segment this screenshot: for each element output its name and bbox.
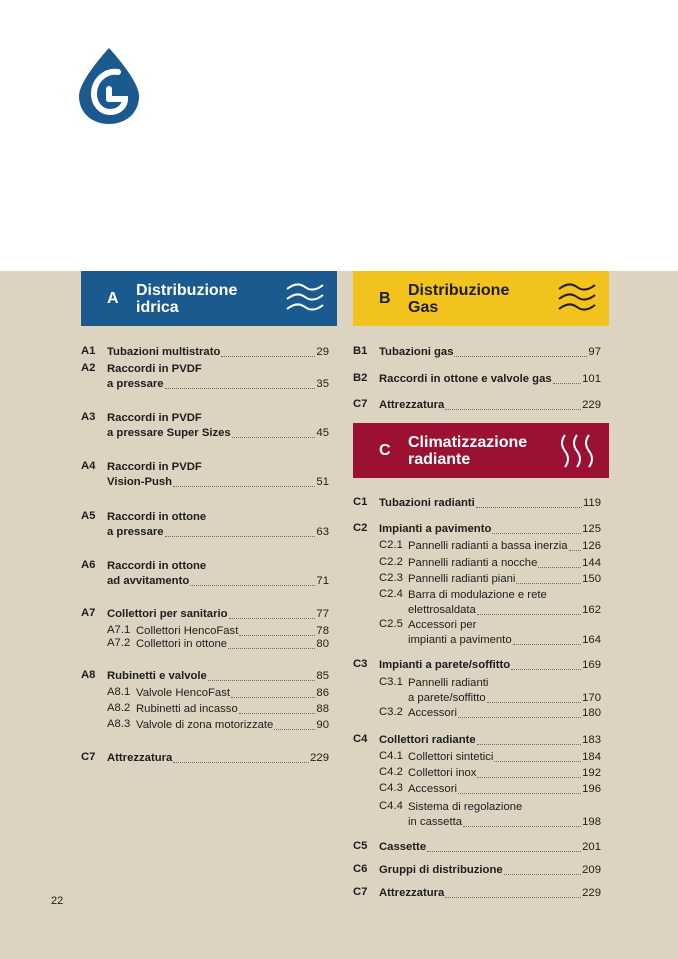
- gas-waves-icon: [557, 281, 597, 317]
- toc-sublabel-line1: Sistema di regolazione: [408, 801, 523, 813]
- toc-label: Attrezzatura: [379, 887, 445, 899]
- company-logo: [76, 46, 142, 126]
- toc-label: Rubinetti e valvole: [107, 670, 207, 682]
- toc-page: 184: [582, 751, 601, 763]
- toc-sublabel-line2: elettrosaldata: [408, 604, 476, 616]
- toc-page: 71: [316, 575, 329, 587]
- toc-subcode: C3.1: [379, 676, 403, 688]
- toc-page: 88: [316, 703, 329, 715]
- toc-code: C3: [353, 658, 368, 670]
- toc-label: Collettori per sanitario: [107, 608, 228, 620]
- toc-code: C4: [353, 733, 368, 745]
- toc-page: 170: [582, 692, 601, 704]
- toc-sublabel: Rubinetti ad incasso: [136, 703, 238, 715]
- toc-subcode: C2.5: [379, 618, 403, 630]
- toc-page: 90: [316, 719, 329, 731]
- toc-page: 97: [588, 346, 601, 358]
- toc-label: Attrezzatura: [379, 399, 445, 411]
- toc-code: A8: [81, 669, 96, 681]
- section-title: Distribuzione idrica: [136, 281, 238, 316]
- toc-page: 101: [582, 373, 601, 385]
- toc-code: C6: [353, 863, 368, 875]
- toc-page: 63: [316, 526, 329, 538]
- toc-label: Raccordi in ottone e valvole gas: [379, 373, 552, 385]
- page-number: 22: [51, 895, 64, 907]
- toc-label: Impianti a parete/soffitto: [379, 659, 511, 671]
- toc-label-line1: Raccordi in PVDF: [107, 363, 202, 375]
- toc-page: 144: [582, 557, 601, 569]
- toc-sublabel: Pannelli radianti piani: [408, 573, 516, 585]
- section-letter: A: [107, 289, 119, 307]
- toc-page: 229: [582, 887, 601, 899]
- toc-page: 164: [582, 634, 601, 646]
- toc-sublabel-line1: Pannelli radianti: [408, 677, 489, 689]
- toc-subcode: C2.4: [379, 588, 403, 600]
- toc-code: A4: [81, 460, 96, 472]
- toc-code: C1: [353, 496, 368, 508]
- toc-page: 77: [316, 608, 329, 620]
- toc-page: 80: [316, 638, 329, 650]
- toc-page: 196: [582, 783, 601, 795]
- section-letter: C: [379, 441, 391, 459]
- toc-sublabel: Accessori: [408, 707, 457, 719]
- water-waves-icon: [285, 281, 325, 317]
- toc-page: 78: [316, 625, 329, 637]
- toc-code: B2: [353, 372, 368, 384]
- section-header-a: [81, 271, 337, 326]
- toc-page: 162: [582, 604, 601, 616]
- toc-subcode: A7.2: [107, 637, 131, 649]
- toc-code: A7: [81, 607, 96, 619]
- toc-sublabel: Collettori HencoFast: [136, 625, 239, 637]
- toc-page: 51: [316, 476, 329, 488]
- toc-code: A6: [81, 559, 96, 571]
- toc-label-line2: ad avvitamento: [107, 575, 190, 587]
- toc-page: 192: [582, 767, 601, 779]
- toc-code: C7: [81, 751, 96, 763]
- toc-page: 229: [582, 399, 601, 411]
- toc-sublabel: Collettori sintetici: [408, 751, 494, 763]
- toc-page: 183: [582, 734, 601, 746]
- toc-label: Cassette: [379, 841, 427, 853]
- toc-code: A2: [81, 362, 96, 374]
- toc-page: 201: [582, 841, 601, 853]
- toc-page: 119: [582, 497, 601, 509]
- toc-sublabel: Pannelli radianti a bassa inerzia: [408, 540, 568, 552]
- toc-sublabel: Collettori inox: [408, 767, 477, 779]
- toc-label: Tubazioni radianti: [379, 497, 475, 509]
- toc-subcode: A8.1: [107, 686, 131, 698]
- toc-page: 150: [582, 573, 601, 585]
- toc-label-line1: Raccordi in PVDF: [107, 461, 202, 473]
- toc-label: Attrezzatura: [107, 752, 173, 764]
- toc-code: C7: [353, 886, 368, 898]
- section-header-b: [353, 271, 609, 326]
- toc-subcode: C3.2: [379, 706, 403, 718]
- toc-sublabel-line1: Barra di modulazione e rete: [408, 589, 547, 601]
- toc-subcode: C2.2: [379, 556, 403, 568]
- toc-subcode: C4.4: [379, 800, 403, 812]
- toc-page: 45: [316, 427, 329, 439]
- toc-sublabel: Valvole di zona motorizzate: [136, 719, 274, 731]
- section-letter: B: [379, 289, 391, 307]
- toc-sublabel: Accessori: [408, 783, 457, 795]
- toc-page: 126: [582, 540, 601, 552]
- toc-label: Impianti a pavimento: [379, 523, 492, 535]
- toc-code: A5: [81, 510, 96, 522]
- toc-label: Tubazioni multistrato: [107, 346, 221, 358]
- toc-code: C7: [353, 398, 368, 410]
- toc-subcode: C2.1: [379, 539, 403, 551]
- toc-label-line2: Vision-Push: [107, 476, 173, 488]
- toc-page: 125: [582, 523, 601, 535]
- toc-label-line2: a pressare: [107, 378, 164, 390]
- toc-sublabel-line2: a parete/soffitto: [408, 692, 486, 704]
- toc-code: A1: [81, 345, 96, 357]
- section-header-c: [353, 423, 609, 478]
- toc-subcode: C2.3: [379, 572, 403, 584]
- toc-page: 85: [316, 670, 329, 682]
- toc-subcode: A7.1: [107, 624, 131, 636]
- toc-page: 180: [582, 707, 601, 719]
- toc-page: 198: [582, 816, 601, 828]
- toc-code: A3: [81, 411, 96, 423]
- toc-page: 29: [316, 346, 329, 358]
- toc-subcode: A8.2: [107, 702, 131, 714]
- toc-sublabel: Valvole HencoFast: [136, 687, 230, 699]
- toc-code: C2: [353, 522, 368, 534]
- toc-label: Tubazioni gas: [379, 346, 454, 358]
- toc-label-line2: a pressare Super Sizes: [107, 427, 231, 439]
- toc-code: B1: [353, 345, 368, 357]
- toc-page: 35: [316, 378, 329, 390]
- toc-page: 209: [582, 864, 601, 876]
- toc-page: 86: [316, 687, 329, 699]
- toc-page: 169: [582, 659, 601, 671]
- toc-subcode: C4.3: [379, 782, 403, 794]
- heat-waves-icon: [557, 433, 597, 469]
- water-drop-logo-icon: [76, 46, 142, 126]
- toc-label-line1: Raccordi in ottone: [107, 560, 207, 572]
- toc-sublabel-line1: Accessori per: [408, 619, 477, 631]
- toc-label: Gruppi di distribuzione: [379, 864, 503, 876]
- toc-label-line1: Raccordi in ottone: [107, 511, 207, 523]
- toc-page: 229: [310, 752, 329, 764]
- toc-label: Collettori radiante: [379, 734, 476, 746]
- section-title: Distribuzione Gas: [408, 281, 510, 316]
- toc-label-line1: Raccordi in PVDF: [107, 412, 202, 424]
- section-title: Climatizzazione radiante: [408, 433, 528, 468]
- toc-subcode: A8.3: [107, 718, 131, 730]
- toc-subcode: C4.1: [379, 750, 403, 762]
- toc-subcode: C4.2: [379, 766, 403, 778]
- toc-sublabel: Pannelli radianti a nocche: [408, 557, 538, 569]
- toc-sublabel: Collettori in ottone: [136, 638, 228, 650]
- toc-label-line2: a pressare: [107, 526, 164, 538]
- toc-sublabel-line2: in cassetta: [408, 816, 463, 828]
- toc-sublabel-line2: impianti a pavimento: [408, 634, 512, 646]
- toc-code: C5: [353, 840, 368, 852]
